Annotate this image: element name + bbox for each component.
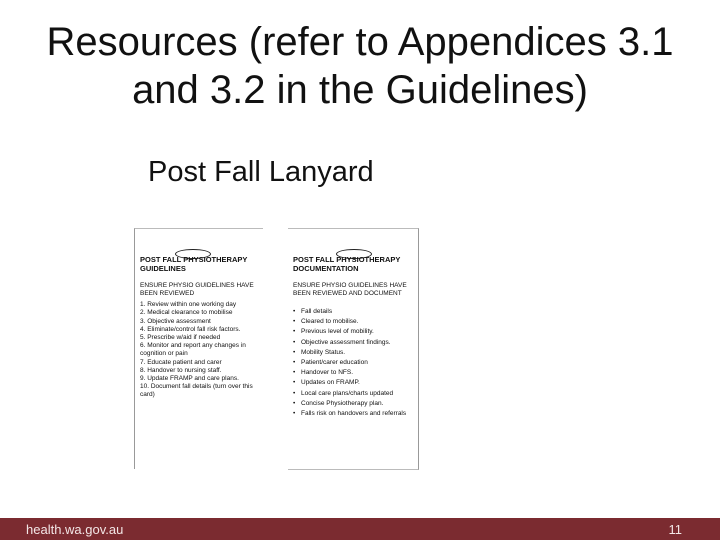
list-item [293, 379, 415, 387]
slide-subtitle: Post Fall Lanyard [148, 156, 374, 188]
list-item: 2. Medical clearance to mobilise [140, 309, 233, 317]
card-intro: ENSURE PHYSIO GUIDELINES HAVE BEEN REVIEWED AND DOCUMENT [293, 282, 407, 297]
list-item [293, 308, 415, 316]
list-item-text: Falls risk on handovers and referrals [301, 409, 407, 417]
list-item-text: Previous level of mobility. [301, 328, 374, 336]
footer-site-link[interactable]: health.wa.gov.au [26, 522, 124, 537]
list-item-text: Fall details [301, 308, 333, 315]
bullet-icon: • [293, 409, 296, 417]
footer-bar [0, 518, 720, 540]
list-item: 3. Objective assessment [140, 317, 211, 325]
list-item-text: Cleared to mobilise. [301, 318, 359, 326]
bullet-icon: • [293, 308, 296, 315]
bullet-icon: • [293, 318, 296, 326]
list-item [293, 339, 415, 347]
card-intro: ENSURE PHYSIO GUIDELINES HAVE BEEN REVIEWED [140, 282, 254, 297]
list-item-text: Objective assessment findings. [301, 338, 391, 346]
slide-title: Resources (refer to Appendices 3.1 and 3.2 in the Guidelines) [46, 20, 674, 112]
list-item [293, 400, 415, 408]
bullet-icon: • [293, 358, 296, 366]
bullet-icon: • [293, 338, 296, 346]
lanyard-card-guidelines [134, 228, 263, 469]
bullet-icon: • [293, 348, 296, 356]
list-item: 7. Educate patient and carer [140, 358, 222, 366]
list-item [293, 328, 415, 336]
list-item: 8. Handover to nursing staff. [140, 366, 222, 374]
bullet-icon: • [293, 389, 296, 397]
list-item: 5. Prescribe w/aid if needed [140, 334, 221, 342]
list-item-text: Handover to NFS. [301, 369, 354, 377]
list-item [293, 390, 415, 398]
list-item-text: Updates on FRAMP. [301, 379, 360, 387]
list-item [293, 410, 415, 418]
list-item-text: Mobility Status. [301, 348, 346, 356]
list-item-text: Concise Physiotherapy plan. [301, 399, 384, 407]
list-item: 4. Eliminate/control fall risk factors. [140, 325, 241, 333]
bullet-icon: • [293, 328, 296, 336]
list-item-text: Local care plans/charts updated [301, 389, 394, 397]
list-item [293, 369, 415, 377]
list-item [293, 318, 415, 326]
bullet-icon: • [293, 369, 296, 377]
documentation-list [293, 308, 415, 420]
bullet-icon: • [293, 379, 296, 387]
list-item: 1. Review within one working day [140, 301, 237, 308]
lanyard-card-documentation [288, 228, 419, 470]
list-item: 10. Document fall details (turn over this card) [140, 383, 253, 399]
list-item [293, 359, 415, 367]
card-heading: POST FALL PHYSIOTHERAPY DOCUMENTATION [293, 255, 401, 273]
card-heading: POST FALL PHYSIOTHERAPY GUIDELINES [140, 255, 248, 273]
guideline-list [140, 301, 260, 400]
bullet-icon: • [293, 399, 296, 407]
list-item: 6. Monitor and report any changes in cognition or pain [140, 342, 246, 358]
list-item [293, 349, 415, 357]
list-item: 9. Update FRAMP and care plans. [140, 375, 239, 383]
slide-number: 11 [668, 522, 682, 537]
list-item-text: Patient/carer education [301, 358, 368, 366]
